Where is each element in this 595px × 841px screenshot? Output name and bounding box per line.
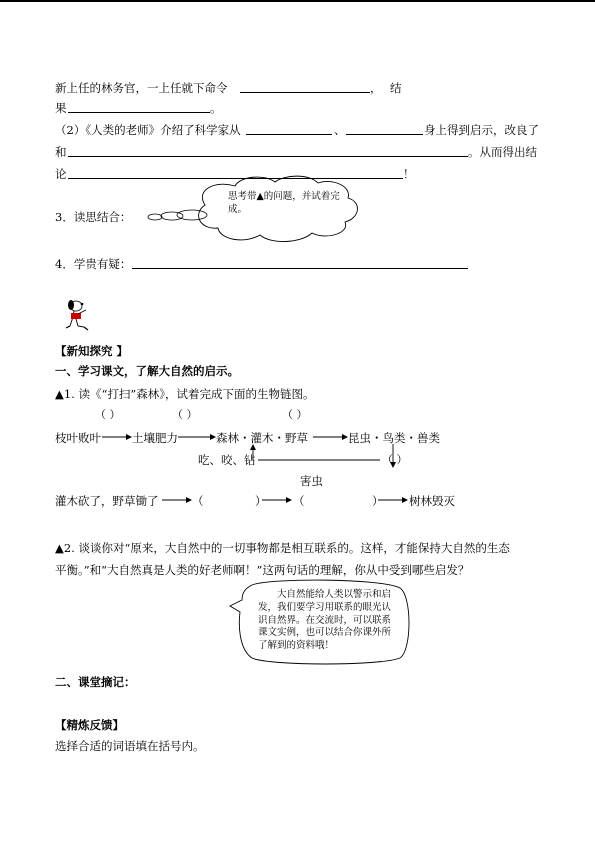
line5-text: 论 xyxy=(55,167,67,181)
chain-blank-2[interactable]: （ ） xyxy=(172,408,198,421)
line3-text: （2）《人类的老师》介绍了科学家从 xyxy=(55,123,241,137)
part2-heading: 二、课堂摘记： xyxy=(55,675,136,689)
feedback-heading: 【精炼反馈】 xyxy=(55,718,124,732)
result-blank-2-open[interactable]: （ xyxy=(293,494,305,508)
chain-node-leaves: 枝叶败叶 xyxy=(55,431,101,445)
line5-end: ！ xyxy=(403,167,415,181)
line1-text: 新上任的林务官，一上任就下命令 xyxy=(55,81,228,95)
new-knowledge-heading: 【新知探究 】 xyxy=(55,344,129,358)
question2-line2: 平衡。”和“大自然真是人类的好老师啊！”这两句话的理解，你从中受到哪些启发？ xyxy=(55,563,470,577)
section3-label: 3．读思结合： xyxy=(55,210,132,224)
chain-node-animals: 昆虫・鸟类・兽类 xyxy=(348,431,440,445)
line4-suffix: 。从而得出结 xyxy=(468,145,537,159)
section4-label: 4．学贵有疑： xyxy=(55,257,132,271)
result-blank-2-close: ） xyxy=(372,494,384,508)
chain-pest-label: 害虫 xyxy=(300,474,323,488)
thought-bubble-large xyxy=(177,210,207,220)
result-blank-1-close: ） xyxy=(255,494,267,508)
snoopy-dog-icon xyxy=(66,300,88,330)
line4-text: 和 xyxy=(55,145,67,159)
section3-note: 思考带▲的问题，并试着完成。 xyxy=(228,191,340,215)
result-blank-1-open[interactable]: （ xyxy=(192,494,204,508)
line1-result-label: 结 xyxy=(390,81,402,95)
result-start: 灌木砍了，野草锄了 xyxy=(55,494,159,508)
feedback-instruction: 选择合适的词语填在括号内。 xyxy=(55,739,205,753)
line3-sep: 、 xyxy=(334,123,346,137)
blank-question[interactable] xyxy=(132,268,468,269)
line3-suffix: 身上得到启示，改良了 xyxy=(424,123,539,137)
line2-period: 。 xyxy=(210,101,222,115)
line2-text: 果 xyxy=(55,101,67,115)
arrow-r2-head xyxy=(286,497,292,503)
part1-heading: 一、学习课文，了解大自然的启示。 xyxy=(55,364,239,378)
chain-node-soil: 土壤肥力 xyxy=(132,431,178,445)
thought-bubble-small xyxy=(148,214,162,220)
line1-comma: ， xyxy=(370,81,382,95)
thought-bubble-medium xyxy=(161,212,183,220)
question2-hint: 大自然能给人类以警示和启发，我们要学习用联系的眼光认识自然界。在交流时，可以联系课文实例，也可以结合你课外所了解到的资料哦！ xyxy=(258,589,392,652)
question1: ▲1. 读《“打扫”森林》，试着完成下面的生物链图。 xyxy=(55,387,315,401)
chain-blank-3[interactable]: （ ） xyxy=(282,408,308,421)
arrow-r3-head xyxy=(402,497,408,503)
chain-node-plants: 森林・灌木・野草 xyxy=(216,431,308,445)
chain-blank-1[interactable]: （ ） xyxy=(95,408,121,421)
chain-blank-4[interactable]: （ ） xyxy=(382,453,408,466)
result-end: 树林毁灭 xyxy=(409,494,455,508)
chain-eat-label: 吃、咬、钻 xyxy=(198,453,256,467)
question2-line1: ▲2. 谈谈你对“原来，大自然中的一切事物都是相互联系的。这样，才能保持大自然的生态 xyxy=(55,541,510,555)
